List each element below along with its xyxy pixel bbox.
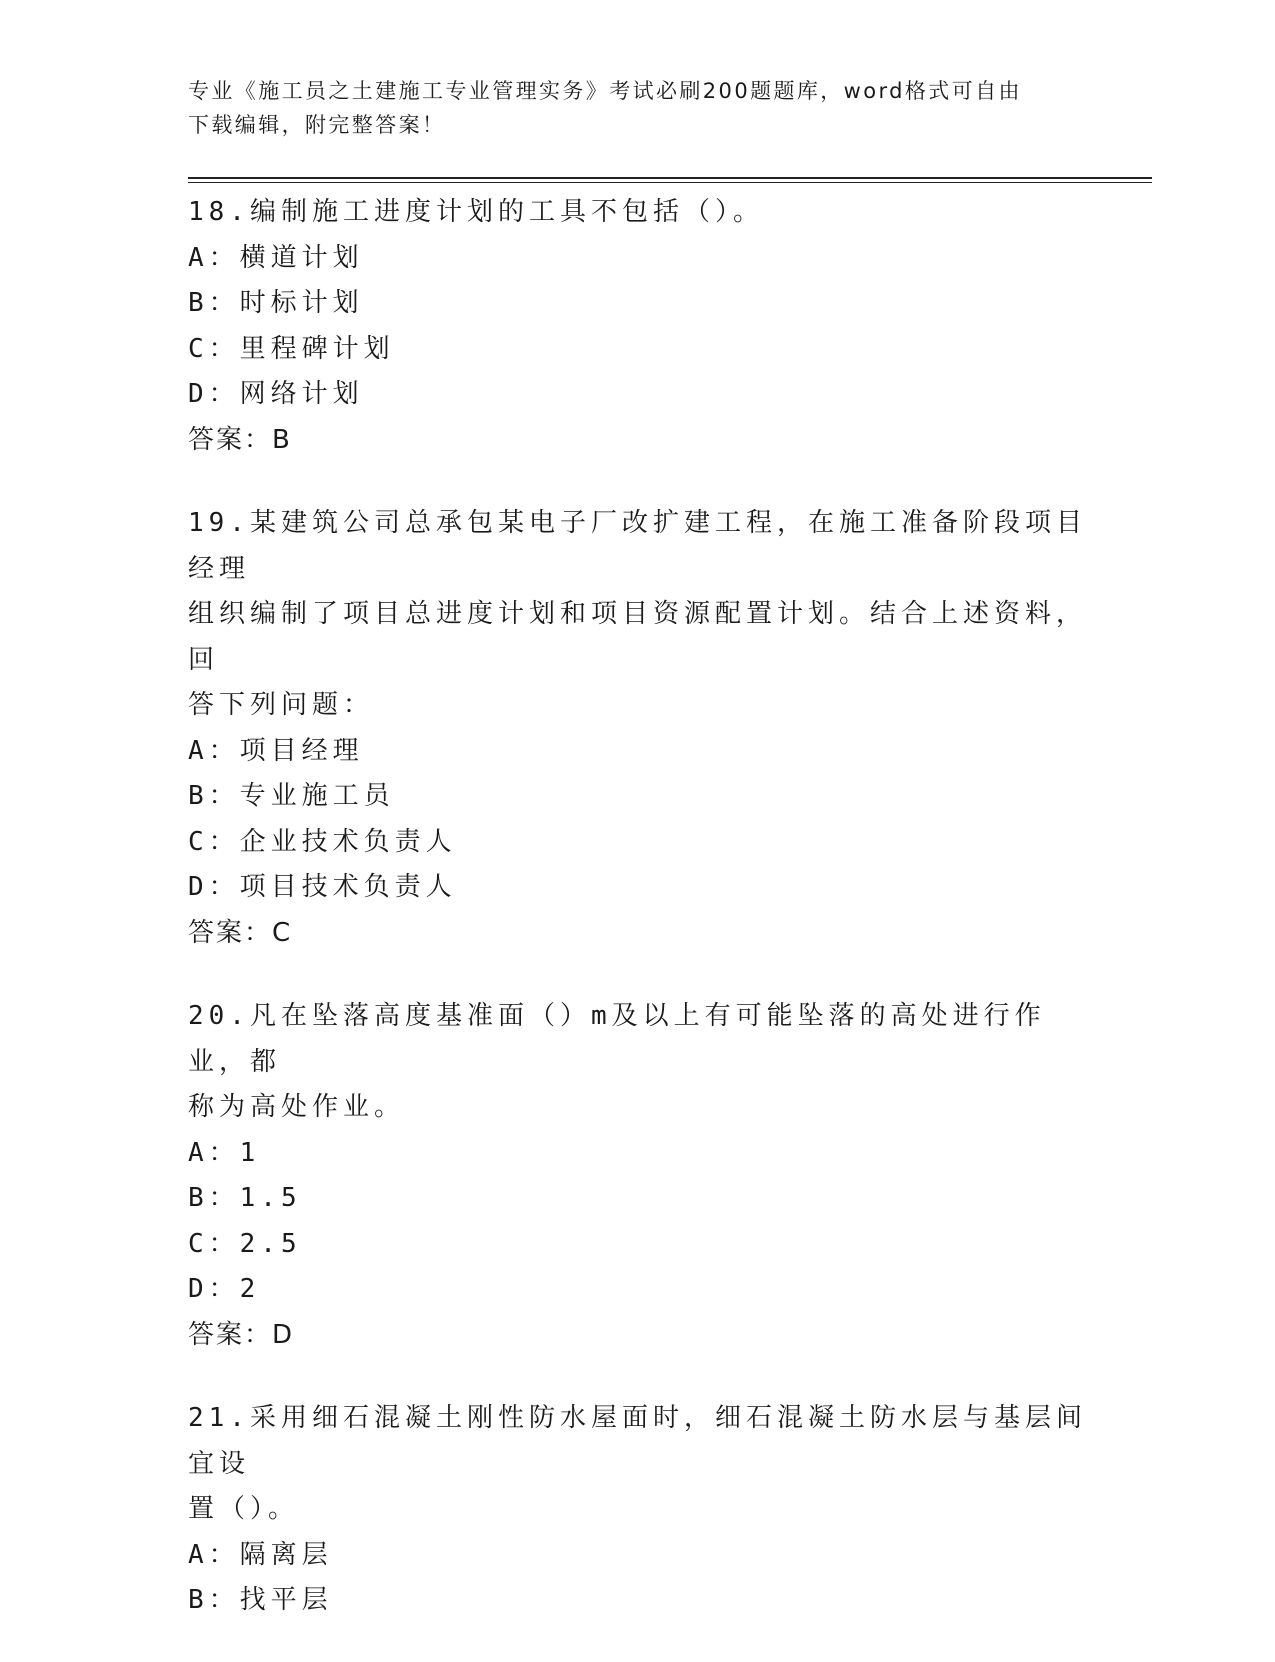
option-c: C：2.5 xyxy=(188,1228,302,1259)
option-a: A：隔离层 xyxy=(188,1539,333,1570)
header-line-2: 下载编辑，附完整答案！ xyxy=(188,113,446,137)
option-d: D：项目技术负责人 xyxy=(188,872,457,902)
question-stem: 称为高处作业。 xyxy=(188,1092,406,1122)
option-c: C：里程碑计划 xyxy=(188,333,395,364)
option-a: A：横道计划 xyxy=(188,242,364,273)
question-21 xyxy=(188,1396,1088,1624)
question-list xyxy=(188,190,1088,1662)
option-d: D：2 xyxy=(188,1274,261,1304)
header-line-1: 专业《施工员之土建施工专业管理实务》考试必刷200题题库，word格式可自由 xyxy=(188,79,1022,103)
question-stem: 组织编制了项目总进度计划和项目资源配置计划。结合上述资料，回 xyxy=(188,599,1088,675)
question-stem: 置（）。 xyxy=(188,1494,300,1524)
header-rule-thin xyxy=(188,182,1152,183)
question-stem: 18.编制施工进度计划的工具不包括（）。 xyxy=(188,197,764,227)
question-18 xyxy=(188,190,1088,463)
option-d: D：网络计划 xyxy=(188,379,364,409)
question-stem: 19.某建筑公司总承包某电子厂改扩建工程，在施工准备阶段项目经理 xyxy=(188,508,1087,584)
question-20 xyxy=(188,994,1088,1358)
option-c: C：企业技术负责人 xyxy=(188,826,457,857)
question-stem: 20.凡在坠落高度基准面（）m及以上有可能坠落的高处进行作业，都 xyxy=(188,1001,1046,1077)
question-19 xyxy=(188,501,1088,956)
question-stem: 21.采用细石混凝土刚性防水屋面时，细石混凝土防水层与基层间宜设 xyxy=(188,1403,1087,1479)
option-b: B：找平层 xyxy=(188,1585,333,1615)
answer-label: 答案：B xyxy=(188,424,292,455)
option-b: B：1.5 xyxy=(188,1183,302,1213)
header-rule-thick xyxy=(188,177,1152,179)
question-stem: 答下列问题： xyxy=(188,690,375,720)
answer-label: 答案：D xyxy=(188,1319,295,1350)
answer-label: 答案：C xyxy=(188,917,293,948)
option-a: A：项目经理 xyxy=(188,735,364,766)
option-b: B：时标计划 xyxy=(188,288,364,318)
document-header xyxy=(188,74,1088,142)
option-a: A：1 xyxy=(188,1137,261,1168)
option-b: B：专业施工员 xyxy=(188,781,395,811)
